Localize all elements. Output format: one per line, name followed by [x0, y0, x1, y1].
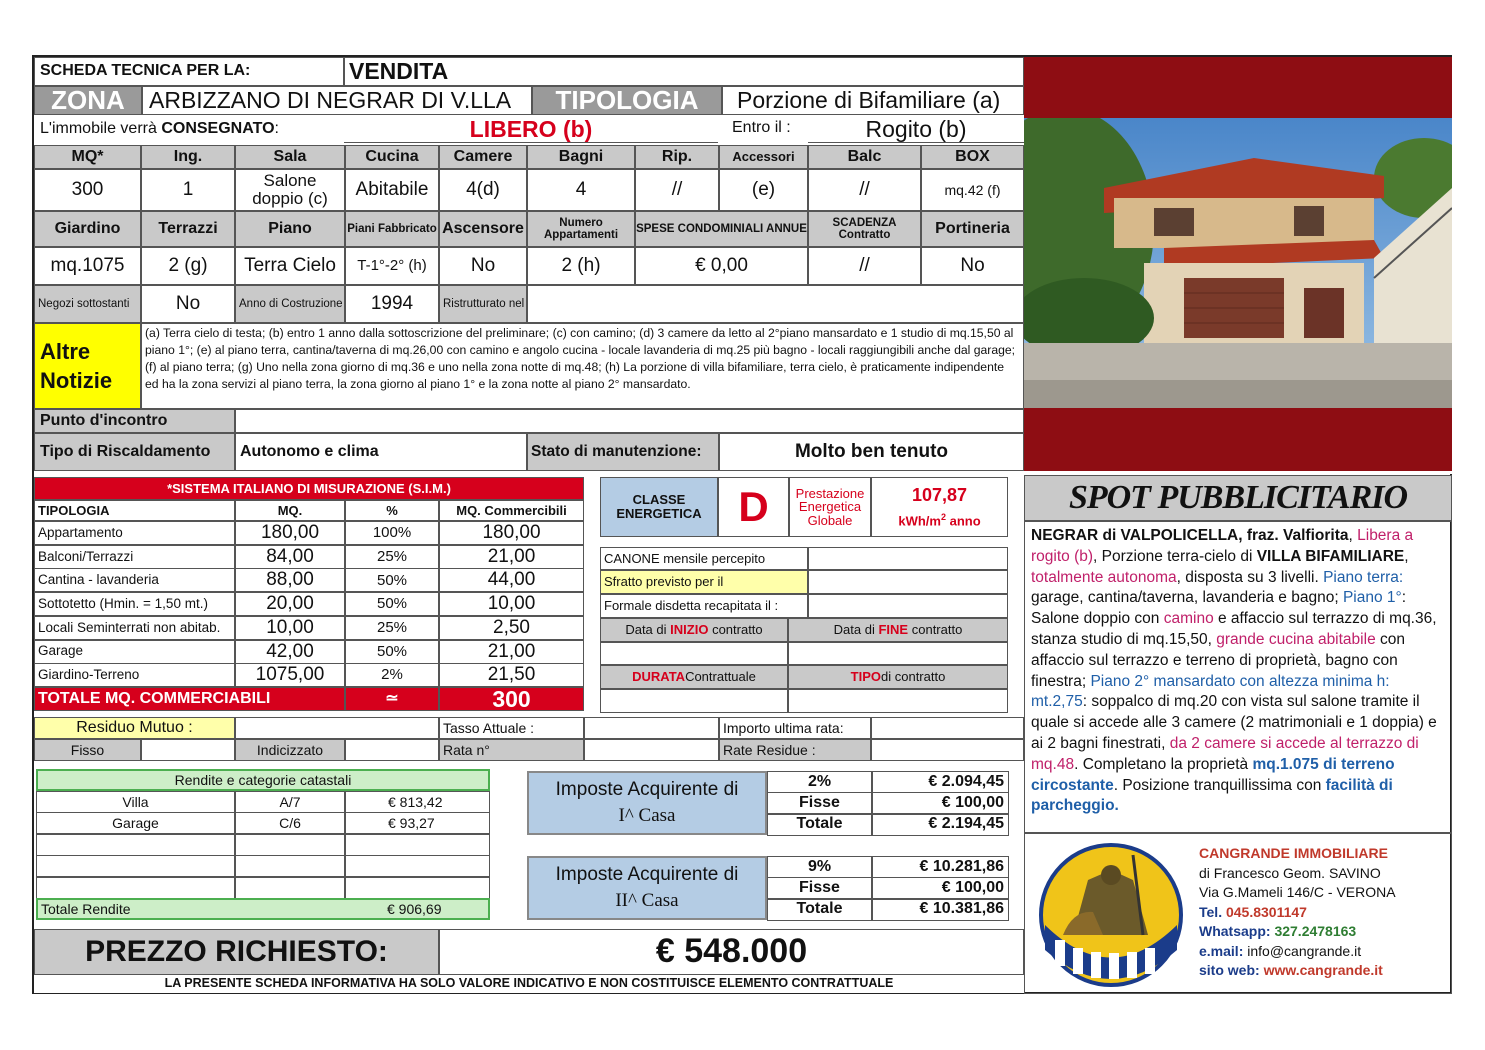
- val-terrazzi: 2 (g): [141, 247, 235, 285]
- sim-row-mq: 84,00: [235, 545, 345, 569]
- hdr-ing: Ing.: [141, 145, 235, 169]
- sim-total-label: TOTALE MQ. COMMERCIABILI: [34, 687, 345, 711]
- catasto-row-name: [36, 855, 235, 877]
- imposte1-row-value: € 100,00: [872, 792, 1009, 814]
- sfratto-label: Sfratto previsto per il: [600, 570, 808, 594]
- hdr-piani-fabbricato: Piani Fabbricato: [345, 211, 439, 247]
- fisso-label: Fisso: [34, 739, 141, 761]
- spot-text: [1024, 521, 1452, 833]
- sim-row-tipologia: Sottotetto (Hmin. = 1,50 mt.): [34, 592, 235, 616]
- spot-segment: ,: [1348, 527, 1358, 544]
- catasto-title: Rendite e categorie catastali: [36, 769, 490, 791]
- consegna-label: L'immobile verrà CONSEGNATO :: [34, 115, 344, 143]
- catasto-row-cat: C/6: [235, 812, 345, 834]
- entro-label: Entro il :: [732, 119, 791, 136]
- agency-whatsapp-line: Whatsapp: 327.2478163: [1199, 923, 1357, 939]
- ristrutturato-value: [527, 285, 1024, 323]
- agency-web-link[interactable]: www.cangrande.it: [1263, 962, 1383, 978]
- agency-email-line: e.mail: info@cangrande.it: [1199, 942, 1362, 959]
- val-sala: Salone doppio (c): [235, 169, 345, 211]
- sim-row-tipologia: Giardino-Terreno: [34, 663, 235, 687]
- prezzo-value: € 548.000: [439, 929, 1024, 975]
- sim-row-mq: 10,00: [235, 616, 345, 640]
- val-balc: //: [808, 169, 921, 211]
- val-ascensore: No: [439, 247, 527, 285]
- disclaimer: LA PRESENTE SCHEDA INFORMATIVA HA SOLO VALORE INDICATIVO E NON COSTITUISCE ELEMENTO CONTRATTUALE: [34, 975, 1024, 993]
- inizio-label: Data di INIZIO contratto: [600, 618, 788, 642]
- spot-segment: garage, cantina/taverna, lavanderia e bagno;: [1031, 589, 1343, 607]
- sim-row-comm: 21,00: [439, 640, 584, 664]
- tasso-label: Tasso Attuale :: [439, 717, 584, 739]
- val-piano: Terra Cielo: [235, 247, 345, 285]
- negozi-label: Negozi sottostanti: [34, 285, 141, 323]
- sim-row-mq: 20,00: [235, 592, 345, 616]
- spot-segment: grande cucina abitabile: [1216, 630, 1376, 648]
- hdr-piano: Piano: [235, 211, 345, 247]
- imposte1-label: Imposte Acquirente di I^ Casa: [527, 771, 767, 835]
- catasto-row-name: [36, 834, 235, 856]
- catasto-total-value: € 906,69: [345, 898, 490, 920]
- agency-details: [1199, 844, 1449, 981]
- prezzo-label: PREZZO RICHIESTO:: [34, 929, 439, 975]
- stato-label: Stato di manutenzione:: [527, 433, 719, 471]
- hdr-sala: Sala: [235, 145, 345, 169]
- formale-value: [808, 594, 1008, 618]
- house-photo: [1024, 118, 1452, 408]
- sim-hdr-mq: MQ.: [235, 500, 345, 521]
- sim-row-tipologia: Balconi/Terrazzi: [34, 545, 235, 569]
- riscaldamento-value: Autonomo e clima: [235, 433, 527, 471]
- residuo-label: Residuo Mutuo :: [34, 717, 235, 739]
- catasto-row-cat: [235, 855, 345, 877]
- catasto-row-value: [345, 855, 490, 877]
- catasto-row-cat: [235, 834, 345, 856]
- hdr-rip: Rip.: [635, 145, 719, 169]
- hdr-terrazzi: Terrazzi: [141, 211, 235, 247]
- sim-row-tipologia: Garage: [34, 640, 235, 664]
- sim-row-pct: 25%: [345, 545, 439, 569]
- notes-label: Altre Notizie: [34, 323, 141, 409]
- catasto-row-name: [36, 877, 235, 899]
- sim-row-pct: 2%: [345, 663, 439, 687]
- imposte1-row-label: Totale: [767, 814, 872, 836]
- hdr-mq: MQ*: [34, 145, 141, 169]
- sim-row-pct: 100%: [345, 521, 439, 545]
- rate-residue-value: [871, 739, 1024, 761]
- agency-owner: di Francesco Geom. SAVINO: [1199, 864, 1381, 881]
- val-camere: 4(d): [439, 169, 527, 211]
- sim-hdr-tipologia: TIPOLOGIA: [34, 500, 235, 521]
- notes-text: (a) Terra cielo di testa; (b) entro 1 anno dalla sottoscrizione del preliminare; (c) con camino; (d) 3 camere da letto al 2°piano mansardato e 1 studio di mq.15,50 al piano 1°; (e) al piano terra, cantina/taverna di mq.26,00 con camino e angolo cucina - locale lavanderia di mq.25 più bagno - locali raggiungibili anche dal garage; (f) al piano terra; (g) Uno nella zona giorno di mq.36 e uno nella zona notte di mq.48; (h) La porzione di villa bifamiliare, terra cielo, è praticamente indipendente ed ha la zona servizi al piano terra, la zona giorno al piano 1° e la zona notte al piano 2° mansardato.: [141, 323, 1024, 409]
- zona-value: ARBIZZANO DI NEGRAR DI V.LLA: [142, 86, 532, 115]
- val-box: mq.42 (f): [921, 169, 1024, 211]
- zona-label: ZONA: [34, 86, 142, 115]
- tipo-value: [788, 689, 1008, 713]
- photo-panel: [1024, 57, 1452, 471]
- inizio-value: [600, 642, 788, 665]
- val-bagni: 4: [527, 169, 635, 211]
- durata-value: [600, 689, 788, 713]
- sim-row-mq: 1075,00: [235, 663, 345, 687]
- residuo-value: [235, 717, 439, 739]
- val-numero-appartamenti: 2 (h): [527, 247, 635, 285]
- sim-row-comm: 2,50: [439, 616, 584, 640]
- spot-segment: , disposta su 3 livelli.: [1176, 568, 1324, 586]
- catasto-row-value: € 813,42: [345, 791, 490, 813]
- anno-value: 1994: [345, 285, 439, 323]
- tipologia-label: TIPOLOGIA: [532, 86, 722, 115]
- sfratto-value: [808, 570, 1008, 594]
- catasto-row-cat: [235, 877, 345, 899]
- sim-row-pct: 25%: [345, 616, 439, 640]
- imposte2-row-value: € 10.281,86: [872, 856, 1009, 878]
- sim-row-comm: 44,00: [439, 568, 584, 592]
- sim-row-comm: 180,00: [439, 521, 584, 545]
- energy-value-box: [871, 477, 1008, 537]
- spot-segment: Piano terra:: [1323, 568, 1404, 586]
- canone-label: CANONE mensile percepito: [600, 547, 808, 570]
- rata-label: Rata n°: [439, 739, 584, 761]
- negozi-value: No: [141, 285, 235, 323]
- spot-segment: e affaccio sul terrazzo di mq.36, stanza studio di mq.15,50,: [1031, 610, 1437, 648]
- spot-segment: : soppalco di mq.20 con vista sul salone tramite il quale si accede alle 3 camere (2 matrimoniali e 1 doppia) e ai 2 bagni finestrati,: [1031, 693, 1437, 752]
- sim-row-tipologia: Cantina - lavanderia: [34, 568, 235, 592]
- importo-value: [871, 717, 1024, 739]
- imposte2-label: Imposte Acquirente di II^ Casa: [527, 856, 767, 920]
- spot-segment: , Porzione terra-cielo di: [1093, 547, 1257, 565]
- indicizzato-label: Indicizzato: [235, 739, 345, 761]
- spot-segment: facilità di parcheggio.: [1031, 776, 1393, 815]
- imposte1-row-label: 2%: [767, 771, 872, 793]
- sim-row-mq: 180,00: [235, 521, 345, 545]
- hdr-cucina: Cucina: [345, 145, 439, 169]
- punto-incontro-label: Punto d'incontro: [34, 409, 235, 433]
- riscaldamento-label: Tipo di Riscaldamento: [34, 433, 235, 471]
- ristrutturato-label: Ristrutturato nel: [439, 285, 527, 323]
- catasto-row-name: Garage: [36, 812, 235, 834]
- sim-hdr-pct: %: [345, 500, 439, 521]
- hdr-box: BOX: [921, 145, 1024, 169]
- punto-incontro-value: [235, 409, 1024, 433]
- sim-row-pct: 50%: [345, 568, 439, 592]
- spot-separator: [1024, 471, 1452, 474]
- durata-label: DURATA Contrattuale: [600, 665, 788, 689]
- spot-segment: ,: [1404, 547, 1409, 565]
- sim-row-pct: 50%: [345, 592, 439, 616]
- val-scadenza: //: [808, 247, 921, 285]
- imposte1-row-value: € 2.094,45: [872, 771, 1009, 793]
- catasto-row-value: [345, 834, 490, 856]
- catasto-row-value: € 93,27: [345, 812, 490, 834]
- catasto-row-cat: A/7: [235, 791, 345, 813]
- anno-label: Anno di Costruzione: [235, 285, 345, 323]
- scheda-label: SCHEDA TECNICA PER LA:: [34, 57, 344, 86]
- spot-segment: Piano 1°: [1342, 589, 1402, 607]
- property-sheet: [32, 55, 1452, 994]
- hdr-scadenza: SCADENZA Contratto: [808, 211, 921, 247]
- imposte2-row-value: € 10.381,86: [872, 899, 1009, 921]
- spot-segment: da 2 camere si accede al terrazzo di mq.48: [1031, 734, 1419, 773]
- catasto-row-name: Villa: [36, 791, 235, 813]
- hdr-bagni: Bagni: [527, 145, 635, 169]
- rate-residue-label: Rate Residue :: [719, 739, 871, 761]
- hdr-balc: Balc: [808, 145, 921, 169]
- agency-web-line: sito web: www.cangrande.it: [1199, 962, 1383, 978]
- sim-row-comm: 21,00: [439, 545, 584, 569]
- indicizzato-value: [345, 739, 439, 761]
- agency-address: Via G.Mameli 146/C - VERONA: [1199, 884, 1396, 900]
- spot-segment: mq.1.075 di terreno circostante: [1031, 755, 1395, 794]
- hdr-ascensore: Ascensore: [439, 211, 527, 247]
- catasto-row-value: [345, 877, 490, 899]
- val-giardino: mq.1075: [34, 247, 141, 285]
- hdr-camere: Camere: [439, 145, 527, 169]
- val-accessori: (e): [719, 169, 808, 211]
- sim-row-tipologia: Appartamento: [34, 521, 235, 545]
- spot-segment: . Posizione tranquillissima con: [1113, 776, 1326, 794]
- consegna-value: LIBERO (b): [344, 115, 718, 143]
- cangrande-logo-icon: [1033, 840, 1193, 990]
- scheda-value: VENDITA: [344, 57, 1024, 86]
- rata-value: [584, 739, 719, 761]
- spot-segment: NEGRAR di VALPOLICELLA, fraz. Valfiorita: [1031, 527, 1349, 544]
- sim-hdr-comm: MQ. Commercibili: [439, 500, 584, 521]
- fine-value: [788, 642, 1008, 665]
- spot-segment: con affaccio sul terrazzo e terreno di proprietà, bagno con finestra;: [1031, 630, 1405, 690]
- spot-segment: VILLA BIFAMILIARE: [1256, 547, 1405, 565]
- hdr-spese-condominiali: SPESE CONDOMINIALI ANNUE: [635, 211, 808, 247]
- sim-row-comm: 21,50: [439, 663, 584, 687]
- sim-row-tipologia: Locali Seminterrati non abitab.: [34, 616, 235, 640]
- agency-email-link[interactable]: info@cangrande.it: [1247, 942, 1362, 959]
- imposte1-row-label: Fisse: [767, 792, 872, 814]
- prestazione-label: Prestazione Energetica Globale: [789, 477, 871, 537]
- spot-segment: : Salone doppio con: [1031, 589, 1407, 628]
- sim-title: *SISTEMA ITALIANO DI MISURAZIONE (S.I.M.): [34, 477, 584, 500]
- tipo-label: TIPO di contratto: [788, 665, 1008, 689]
- formale-label: Formale disdetta recapitata il :: [600, 594, 808, 618]
- spot-segment: Piano 2° mansardato con altezza minima h: mt.2,75: [1031, 672, 1390, 711]
- spot-segment: camino: [1163, 610, 1214, 628]
- energy-value: 107,87: [911, 485, 968, 506]
- entro-value: Rogito (b): [808, 115, 1024, 143]
- fisso-value: [141, 739, 235, 761]
- imposte1-row-value: € 2.194,45: [872, 814, 1009, 836]
- energy-unit: kWh/$m^2$ anno: [898, 511, 981, 529]
- catasto-total-label: Totale Rendite: [36, 898, 345, 920]
- tasso-value: [584, 717, 719, 739]
- val-ing: 1: [141, 169, 235, 211]
- sim-row-comm: 10,00: [439, 592, 584, 616]
- fine-label: Data di FINE contratto: [788, 618, 1008, 642]
- spot-title: SPOT PUBBLICITARIO: [1024, 475, 1452, 521]
- sim-row-pct: 50%: [345, 640, 439, 664]
- hdr-numero-appartamenti: Numero Appartamenti: [527, 211, 635, 247]
- classe-value: D: [718, 477, 789, 537]
- importo-label: Importo ultima rata:: [719, 717, 871, 739]
- sim-row-mq: 42,00: [235, 640, 345, 664]
- val-portineria: No: [921, 247, 1024, 285]
- hdr-giardino: Giardino: [34, 211, 141, 247]
- spot-segment: . Completano la proprietà: [1074, 755, 1253, 773]
- sim-total-symbol: ≃: [345, 687, 439, 711]
- imposte2-row-label: Fisse: [767, 877, 872, 899]
- imposte2-row-label: Totale: [767, 899, 872, 921]
- spot-paragraph: [1031, 526, 1445, 817]
- tipologia-value: Porzione di Bifamiliare (a): [722, 86, 1024, 115]
- spot-segment: totalmente autonoma: [1031, 568, 1177, 586]
- hdr-accessori: Accessori: [719, 145, 808, 169]
- imposte2-row-label: 9%: [767, 856, 872, 878]
- classe-label: CLASSE ENERGETICA: [600, 477, 718, 537]
- agency-tel-line: Tel. 045.8301147: [1199, 903, 1307, 920]
- sim-row-mq: 88,00: [235, 568, 345, 592]
- canone-value: [808, 547, 1008, 570]
- agency-name: CANGRANDE IMMOBILIARE: [1199, 845, 1388, 861]
- sim-total-value: 300: [439, 687, 584, 711]
- agency-box: [1024, 833, 1452, 994]
- hdr-portineria: Portineria: [921, 211, 1024, 247]
- val-piani-fabbricato: T-1°-2° (h): [345, 247, 439, 285]
- val-mq: 300: [34, 169, 141, 211]
- val-rip: //: [635, 169, 719, 211]
- spot-segment: Libera a rogito (b): [1031, 527, 1414, 565]
- imposte2-row-value: € 100,00: [872, 877, 1009, 899]
- val-cucina: Abitabile: [345, 169, 439, 211]
- stato-value: Molto ben tenuto: [719, 433, 1024, 471]
- val-spese-condominiali: € 0,00: [635, 247, 808, 285]
